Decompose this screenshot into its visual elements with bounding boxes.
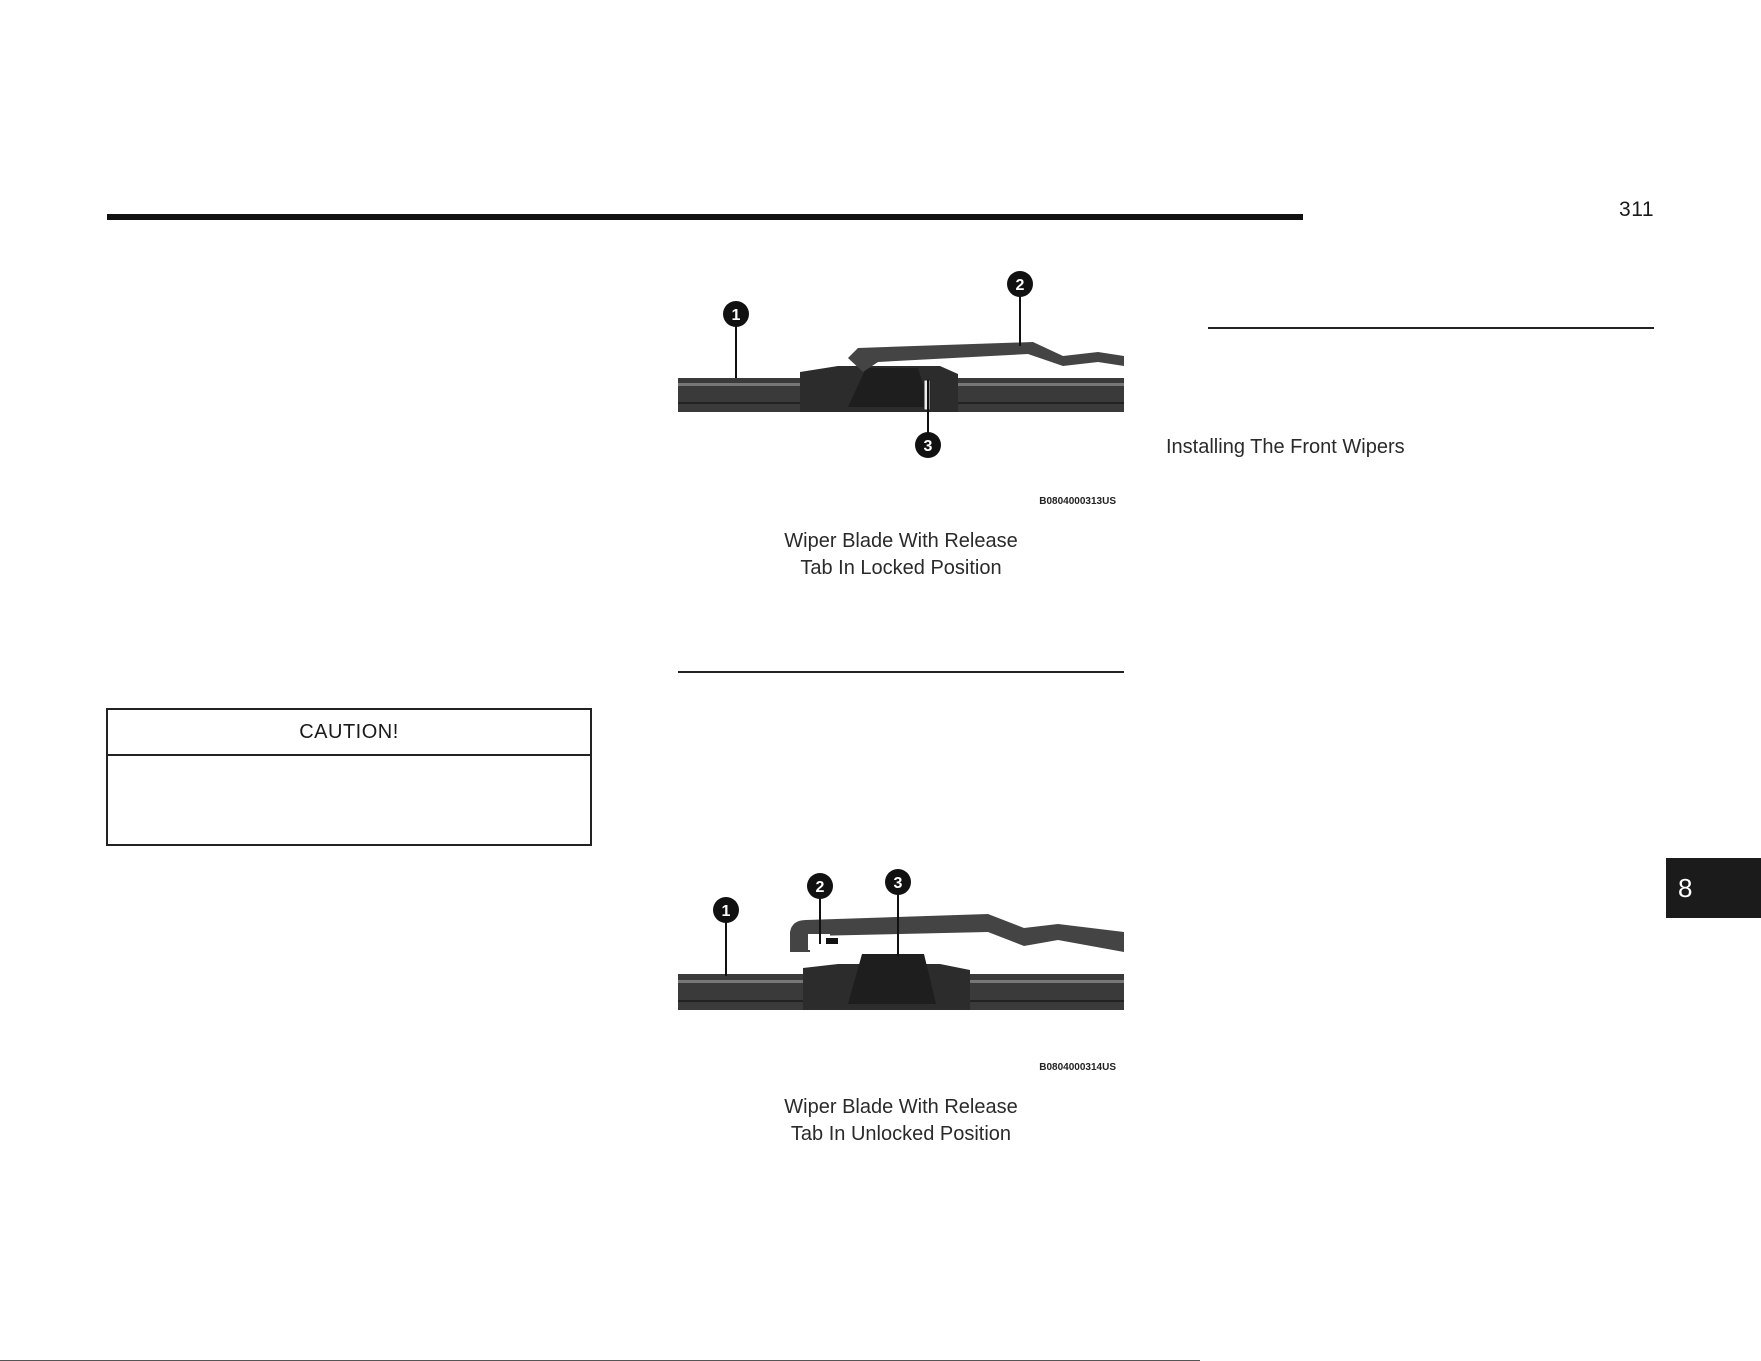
section-rule — [678, 671, 1124, 673]
caution-title: CAUTION! — [108, 710, 590, 756]
subheading-installing-front-wipers: Installing The Front Wipers — [1166, 436, 1405, 458]
figure-wiper-unlocked — [678, 828, 1124, 1078]
figure-code: B0804000313US — [1039, 496, 1116, 507]
figure-caption — [678, 528, 1124, 582]
page-number: 311 — [1619, 198, 1654, 221]
caption-line: Tab In Locked Position — [800, 557, 1002, 579]
section-rule — [1208, 327, 1654, 329]
wiper-unlocked-illustration — [678, 828, 1124, 1078]
callout-1-label: 1 — [731, 307, 741, 324]
chapter-tab: 8 — [1666, 858, 1761, 918]
caption-line: Tab In Unlocked Position — [790, 1123, 1012, 1145]
callout-3-label: 3 — [893, 875, 903, 892]
figure-caption — [678, 1094, 1124, 1148]
callout-2-label: 2 — [815, 879, 825, 896]
figure-wiper-locked — [678, 262, 1124, 512]
caption-line: Wiper Blade With Release — [784, 1096, 1018, 1118]
caution-box — [106, 708, 592, 846]
header-rule — [107, 214, 1303, 220]
caption-line: Wiper Blade With Release — [784, 530, 1018, 552]
callout-2-label: 2 — [1015, 277, 1025, 294]
callout-3-label: 3 — [923, 438, 933, 455]
figure-code: B0804000314US — [1039, 1062, 1116, 1073]
callout-1-label: 1 — [721, 903, 731, 920]
wiper-locked-illustration — [678, 262, 1124, 512]
